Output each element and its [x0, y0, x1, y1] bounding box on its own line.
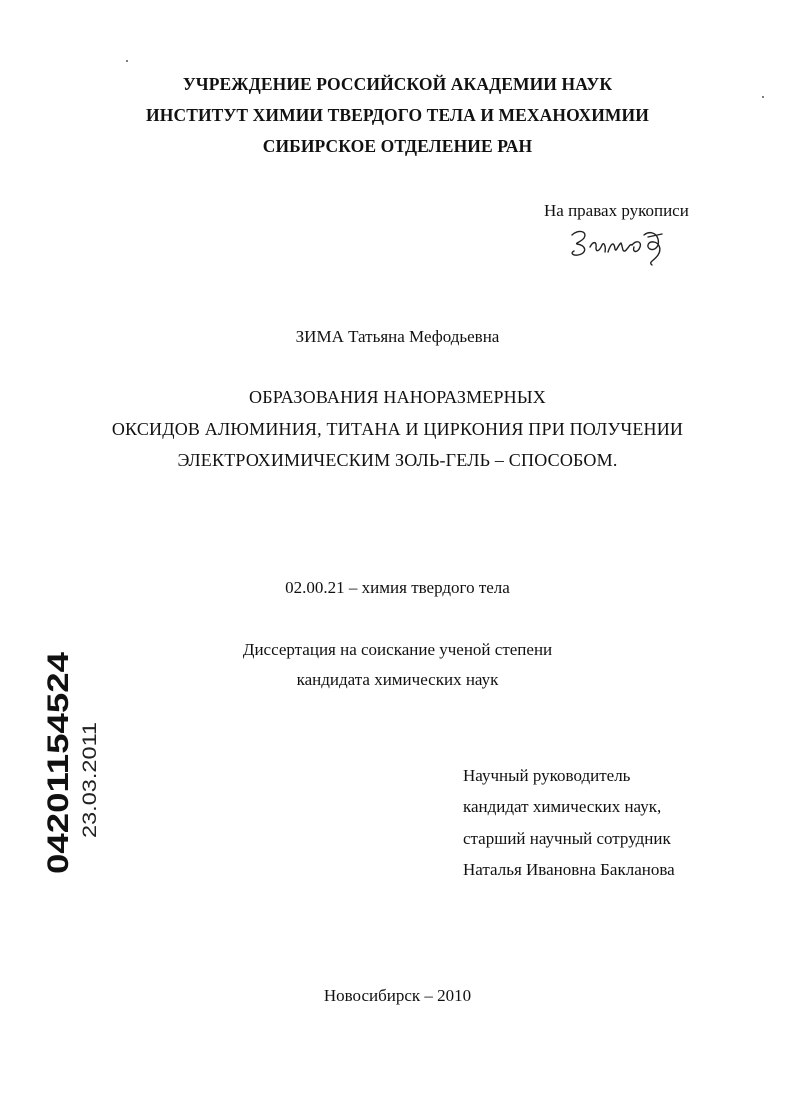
author-name: ЗИМА Татьяна Мефодьевна — [295, 327, 500, 346]
institution-line-1: УЧРЕЖДЕНИЕ РОССИЙСКОЙ АКАДЕМИИ НАУК — [182, 74, 613, 94]
specialty: 02.00.21 – химия твердого тела — [285, 578, 510, 597]
supervisor-line-3: старший научный сотрудник — [463, 829, 671, 848]
city-year: Новосибирск – 2010 — [323, 986, 472, 1005]
supervisor-line-2: кандидат химических наук, — [463, 797, 662, 816]
degree-line-1: Диссертация на соискание ученой степени — [242, 640, 553, 659]
stamp-drawing — [20, 650, 110, 880]
title-line-1: ОБРАЗОВАНИЯ НАНОРАЗМЕРНЫХ — [249, 387, 546, 407]
supervisor-line-1: Научный руководитель — [463, 766, 631, 785]
supervisor-line-4: Наталья Ивановна Бакланова — [463, 860, 675, 879]
degree-line-2: кандидата химических наук — [296, 670, 499, 689]
stamp-number: 04201154524 — [42, 692, 75, 874]
title-line-3: ЭЛЕКТРОХИМИЧЕСКИМ ЗОЛЬ-ГЕЛЬ – СПОСОБОМ. — [177, 450, 618, 470]
stamp-date: 23.03.2011 — [80, 744, 101, 838]
title-line-2: ОКСИДОВ АЛЮМИНИЯ, ТИТАНА И ЦИРКОНИЯ ПРИ ПОЛУЧЕНИИ — [111, 419, 684, 439]
signature-drawing — [566, 225, 676, 270]
author-signature — [566, 225, 676, 270]
scan-speck — [126, 60, 128, 62]
manuscript-note: На правах рукописи — [544, 201, 689, 220]
institution-line-2: ИНСТИТУТ ХИМИИ ТВЕРДОГО ТЕЛА И МЕХАНОХИМИИ — [146, 105, 649, 125]
scan-speck — [762, 96, 764, 98]
institution-line-3: СИБИРСКОЕ ОТДЕЛЕНИЕ РАН — [262, 136, 533, 156]
library-stamp — [20, 650, 110, 880]
